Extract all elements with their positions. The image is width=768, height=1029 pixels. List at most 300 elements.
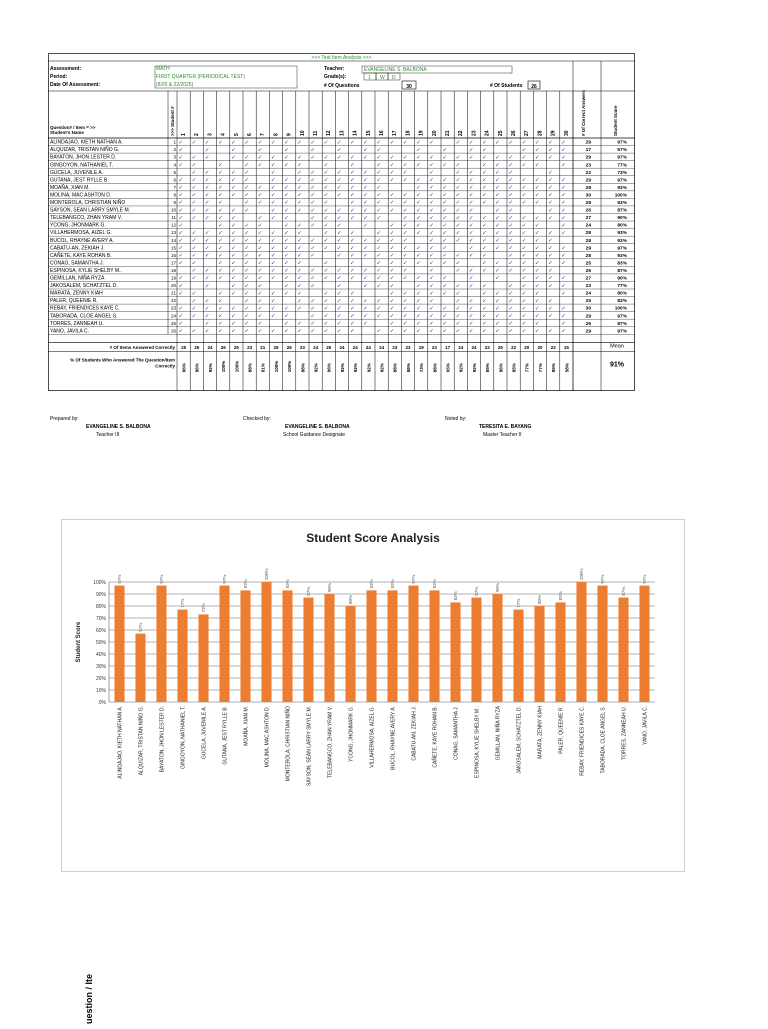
item-correct-count: 17 xyxy=(445,344,451,350)
check-mark: ✓ xyxy=(284,177,289,184)
check-mark: ✓ xyxy=(376,215,382,222)
check-mark: ✓ xyxy=(270,245,276,252)
check-mark: ✓ xyxy=(429,139,434,146)
check-mark: ✓ xyxy=(231,245,236,252)
check-mark: ✓ xyxy=(257,328,263,335)
check-mark: ✓ xyxy=(310,147,316,154)
check-mark: ✓ xyxy=(297,230,302,237)
check-mark: ✓ xyxy=(389,313,395,320)
date-label: Date Of Assessment: xyxy=(50,82,101,88)
prepared-title: Teacher III xyxy=(96,432,120,438)
check-mark: ✓ xyxy=(508,222,514,229)
bar-data-label: 90% xyxy=(327,582,332,592)
noted-title: Master Teacher II xyxy=(483,432,522,438)
check-mark: ✓ xyxy=(323,215,329,222)
check-mark: ✓ xyxy=(548,230,553,237)
check-mark: ✓ xyxy=(429,192,434,199)
check-mark: ✓ xyxy=(218,305,223,312)
check-mark: ✓ xyxy=(389,139,395,146)
correct-count: 29 xyxy=(585,178,591,184)
check-mark: ✓ xyxy=(521,177,527,184)
check-mark: ✓ xyxy=(548,268,553,275)
correct-count: 29 xyxy=(585,314,591,320)
check-mark: ✓ xyxy=(402,328,408,335)
check-mark: ✓ xyxy=(323,313,329,320)
check-mark: ✓ xyxy=(455,253,461,260)
x-category-label: GUTANA, JEST RYLLE B. xyxy=(222,706,229,765)
check-mark: ✓ xyxy=(429,177,434,184)
check-mark: ✓ xyxy=(284,313,289,320)
x-category-label: JAKOSALEM, SCHATZTEL D. xyxy=(516,706,523,774)
check-mark: ✓ xyxy=(548,328,553,335)
check-mark: ✓ xyxy=(521,321,527,327)
check-mark: ✓ xyxy=(442,185,448,192)
x-category-label: ESPINOSA, KYLIE SHELBY M.. xyxy=(474,706,481,778)
check-mark: ✓ xyxy=(297,237,302,244)
check-mark: ✓ xyxy=(270,305,276,312)
question-number: 21 xyxy=(445,130,451,136)
item-percent: 77% xyxy=(537,363,543,373)
check-mark: ✓ xyxy=(416,139,421,146)
student-number: 2 xyxy=(173,147,176,153)
item-percent: 92% xyxy=(339,363,345,373)
check-mark: ✓ xyxy=(363,245,368,252)
check-mark: ✓ xyxy=(376,305,382,312)
x-category-label: TABORADA, CLOE ANGEL S. xyxy=(600,706,607,774)
check-mark: ✓ xyxy=(231,313,236,320)
check-mark: ✓ xyxy=(376,162,382,169)
check-mark: ✓ xyxy=(191,162,197,169)
check-mark: ✓ xyxy=(455,139,461,146)
check-mark: ✓ xyxy=(468,222,474,229)
check-mark: ✓ xyxy=(231,268,236,275)
check-mark: ✓ xyxy=(561,245,566,252)
check-mark: ✓ xyxy=(402,200,408,207)
check-mark: ✓ xyxy=(376,260,382,267)
check-mark: ✓ xyxy=(548,237,553,244)
assessment-label: Assessment: xyxy=(50,66,82,72)
student-score: 77% xyxy=(617,163,627,169)
item-percent: 65% xyxy=(445,363,451,373)
check-mark: ✓ xyxy=(561,207,566,214)
check-mark: ✓ xyxy=(257,245,263,252)
check-mark: ✓ xyxy=(350,313,355,320)
student-score: 97% xyxy=(617,246,627,252)
students-label: # Of Students xyxy=(490,83,523,89)
student-score: 80% xyxy=(617,223,627,229)
student-name: MOLINA, MAC ASHTON D. xyxy=(50,192,112,199)
bar xyxy=(198,614,208,702)
check-mark: ✓ xyxy=(231,222,236,229)
check-mark: ✓ xyxy=(231,207,236,214)
check-mark: ✓ xyxy=(442,192,448,199)
bar-data-label: 93% xyxy=(285,579,290,589)
check-mark: ✓ xyxy=(455,237,461,244)
student-score: 77% xyxy=(617,284,627,290)
check-mark: ✓ xyxy=(257,147,263,154)
check-mark: ✓ xyxy=(468,200,474,207)
pct-label-line1: % Of Students Who Answered The Question/Item xyxy=(70,357,175,363)
question-number: 17 xyxy=(392,130,399,136)
mean-value: 91% xyxy=(609,361,625,369)
check-mark: ✓ xyxy=(363,321,368,327)
check-mark: ✓ xyxy=(482,215,487,222)
check-mark: ✓ xyxy=(218,328,223,335)
check-mark: ✓ xyxy=(521,253,527,260)
check-mark: ✓ xyxy=(389,222,395,229)
check-mark: ✓ xyxy=(429,170,434,176)
check-mark: ✓ xyxy=(442,215,448,222)
check-mark: ✓ xyxy=(495,328,500,335)
check-mark: ✓ xyxy=(442,162,448,169)
check-mark: ✓ xyxy=(416,162,421,169)
check-mark: ✓ xyxy=(548,215,553,222)
x-category-label: YANO, JAVILA C. xyxy=(642,706,649,745)
check-mark: ✓ xyxy=(534,139,540,146)
check-mark: ✓ xyxy=(376,237,382,244)
check-mark: ✓ xyxy=(178,283,184,290)
bar-data-label: 97% xyxy=(411,574,416,584)
bar-data-label: 90% xyxy=(495,582,500,592)
check-mark: ✓ xyxy=(323,139,329,146)
date-value: (8/20 & 22/2025) xyxy=(156,82,194,88)
check-mark: ✓ xyxy=(495,162,500,169)
check-mark: ✓ xyxy=(336,275,342,282)
check-mark: ✓ xyxy=(244,328,250,335)
check-mark: ✓ xyxy=(416,328,421,335)
check-mark: ✓ xyxy=(495,185,500,192)
check-mark: ✓ xyxy=(231,321,236,327)
correct-count: 22 xyxy=(585,170,591,176)
check-mark: ✓ xyxy=(323,275,329,282)
check-mark: ✓ xyxy=(508,230,514,237)
y-tick-label: 70% xyxy=(95,616,106,622)
question-number: 4 xyxy=(220,133,227,136)
check-mark: ✓ xyxy=(231,230,236,237)
check-mark: ✓ xyxy=(297,298,302,305)
check-mark: ✓ xyxy=(521,298,527,305)
check-mark: ✓ xyxy=(482,177,487,184)
check-mark: ✓ xyxy=(218,139,223,146)
bar-data-label: 73% xyxy=(201,603,206,613)
check-mark: ✓ xyxy=(191,185,197,192)
check-mark: ✓ xyxy=(442,321,448,327)
check-mark: ✓ xyxy=(521,185,527,192)
check-mark: ✓ xyxy=(534,260,540,267)
check-mark: ✓ xyxy=(561,147,566,154)
student-name: CABATU-AN, ZEKIAH J. xyxy=(50,245,105,252)
correct-count: 24 xyxy=(585,223,591,229)
check-mark: ✓ xyxy=(508,177,514,184)
check-mark: ✓ xyxy=(231,147,236,154)
check-mark: ✓ xyxy=(455,192,461,199)
check-mark: ✓ xyxy=(231,275,236,282)
check-mark: ✓ xyxy=(429,185,434,192)
correct-count: 24 xyxy=(585,291,591,297)
item-percent: 58% xyxy=(564,363,570,373)
question-number: 18 xyxy=(405,130,412,136)
check-mark: ✓ xyxy=(270,268,276,275)
question-number: 29 xyxy=(550,130,557,136)
check-mark: ✓ xyxy=(534,275,540,282)
check-mark: ✓ xyxy=(442,328,448,335)
check-mark: ✓ xyxy=(323,162,329,169)
check-mark: ✓ xyxy=(429,230,434,237)
student-name: PALER, QUEENIE R. xyxy=(50,298,98,305)
question-number: 12 xyxy=(326,130,333,136)
check-mark: ✓ xyxy=(495,313,500,320)
item-percent: 92% xyxy=(207,363,213,373)
check-mark: ✓ xyxy=(561,328,566,335)
check-mark: ✓ xyxy=(310,298,316,305)
check-mark: ✓ xyxy=(534,230,540,237)
check-mark: ✓ xyxy=(429,222,434,229)
item-percent: 92% xyxy=(353,363,359,373)
check-mark: ✓ xyxy=(534,283,540,290)
question-number: 28 xyxy=(537,130,544,136)
check-mark: ✓ xyxy=(350,207,355,214)
check-mark: ✓ xyxy=(402,260,408,267)
check-mark: ✓ xyxy=(270,253,276,260)
student-number: 18 xyxy=(170,267,176,273)
check-mark: ✓ xyxy=(231,328,236,335)
mean-label: Mean xyxy=(610,343,624,350)
check-mark: ✓ xyxy=(297,177,302,184)
check-mark: ✓ xyxy=(455,177,461,184)
student-score: 97% xyxy=(617,314,627,320)
check-mark: ✓ xyxy=(270,260,276,267)
check-mark: ✓ xyxy=(178,321,184,327)
check-mark: ✓ xyxy=(244,305,250,312)
check-mark: ✓ xyxy=(244,139,250,146)
check-mark: ✓ xyxy=(297,328,302,335)
check-mark: ✓ xyxy=(482,154,487,161)
student-score: 90% xyxy=(617,276,627,282)
bar xyxy=(429,590,439,702)
check-mark: ✓ xyxy=(534,237,540,244)
student-score: 90% xyxy=(617,216,627,222)
check-mark: ✓ xyxy=(191,192,197,199)
bar-data-label: 93% xyxy=(243,579,248,589)
check-mark: ✓ xyxy=(204,139,210,146)
student-score: 87% xyxy=(617,321,627,327)
check-mark: ✓ xyxy=(310,237,316,244)
bar-data-label: 80% xyxy=(537,594,542,604)
check-mark: ✓ xyxy=(270,154,276,161)
check-mark: ✓ xyxy=(323,298,329,305)
check-mark: ✓ xyxy=(336,328,342,335)
check-mark: ✓ xyxy=(482,245,487,252)
check-mark: ✓ xyxy=(429,328,434,335)
check-mark: ✓ xyxy=(521,283,527,290)
student-number: 10 xyxy=(170,207,176,213)
check-mark: ✓ xyxy=(363,275,368,282)
item-correct-count: 24 xyxy=(458,344,464,350)
check-mark: ✓ xyxy=(244,298,250,305)
check-mark: ✓ xyxy=(204,321,210,327)
check-mark: ✓ xyxy=(442,147,448,154)
check-mark: ✓ xyxy=(548,185,553,192)
check-mark: ✓ xyxy=(402,290,408,297)
y-tick-label: 90% xyxy=(95,592,106,598)
check-mark: ✓ xyxy=(508,305,514,312)
check-mark: ✓ xyxy=(244,283,250,290)
check-mark: ✓ xyxy=(336,170,342,176)
sheet-title: >>> Test Item Analysis <<< xyxy=(311,55,372,61)
check-mark: ✓ xyxy=(508,162,514,169)
student-name: YCONG, JHONMARK G. xyxy=(50,222,106,229)
check-mark: ✓ xyxy=(191,253,197,260)
check-mark: ✓ xyxy=(495,237,500,244)
check-mark: ✓ xyxy=(402,215,408,222)
check-mark: ✓ xyxy=(482,313,487,320)
student-name: REBAY, FRIENDICES KAYE C. xyxy=(50,305,120,312)
check-mark: ✓ xyxy=(402,313,408,320)
check-mark: ✓ xyxy=(389,237,395,244)
check-mark: ✓ xyxy=(178,290,184,297)
check-mark: ✓ xyxy=(429,154,434,161)
check-mark: ✓ xyxy=(257,230,263,237)
check-mark: ✓ xyxy=(521,245,527,252)
check-mark: ✓ xyxy=(534,290,540,297)
check-mark: ✓ xyxy=(204,298,210,305)
check-mark: ✓ xyxy=(429,215,434,222)
x-category-label: MARATA, ZENNY KIAH xyxy=(537,706,544,759)
check-mark: ✓ xyxy=(389,207,395,214)
student-number: 4 xyxy=(173,162,176,168)
check-mark: ✓ xyxy=(468,328,474,335)
correct-count: 25 xyxy=(585,299,591,305)
check-mark: ✓ xyxy=(389,283,395,290)
bar-data-label: 97% xyxy=(642,574,647,584)
x-category-label: SAYSON, SEAN LARRY SMYLE M. xyxy=(306,706,313,787)
chart-title: Student Score Analysis xyxy=(306,531,440,545)
check-mark: ✓ xyxy=(482,283,487,290)
student-number: 14 xyxy=(170,237,176,243)
check-mark: ✓ xyxy=(257,275,263,282)
student-score: 93% xyxy=(617,185,627,191)
check-mark: ✓ xyxy=(244,260,250,267)
x-category-label: CAÑETE, KAYE ROHAN B. xyxy=(432,706,439,768)
y-tick-label: 20% xyxy=(95,676,106,682)
check-mark: ✓ xyxy=(244,222,250,229)
check-mark: ✓ xyxy=(389,253,395,260)
check-mark: ✓ xyxy=(548,139,553,146)
check-mark: ✓ xyxy=(429,305,434,312)
check-mark: ✓ xyxy=(310,313,316,320)
check-mark: ✓ xyxy=(402,245,408,252)
bar xyxy=(114,586,124,702)
check-mark: ✓ xyxy=(350,328,355,335)
check-mark: ✓ xyxy=(455,283,461,290)
check-mark: ✓ xyxy=(482,290,487,297)
check-mark: ✓ xyxy=(468,305,474,312)
item-correct-count: 20 xyxy=(537,344,543,350)
check-mark: ✓ xyxy=(482,230,487,237)
x-category-label: MOLINA, MAC ASHTON D. xyxy=(264,706,271,768)
check-mark: ✓ xyxy=(376,192,382,199)
check-mark: ✓ xyxy=(257,139,263,146)
check-mark: ✓ xyxy=(336,298,342,305)
item-correct-count: 22 xyxy=(484,344,490,350)
check-mark: ✓ xyxy=(336,290,342,297)
check-mark: ✓ xyxy=(284,154,289,161)
check-mark: ✓ xyxy=(244,177,250,184)
check-mark: ✓ xyxy=(336,230,342,237)
check-mark: ✓ xyxy=(482,260,487,267)
student-name: TELEBANGCO, ZHAN YRAM V. xyxy=(50,215,122,222)
students-value: 26 xyxy=(531,84,537,90)
check-mark: ✓ xyxy=(455,162,461,169)
student-number: 25 xyxy=(170,320,176,326)
correct-answers-header: # Of Correct Answers xyxy=(581,90,586,136)
check-mark: ✓ xyxy=(218,245,223,252)
check-mark: ✓ xyxy=(284,268,289,275)
item-correct-count: 24 xyxy=(471,344,477,350)
check-mark: ✓ xyxy=(336,154,342,161)
correct-count: 29 xyxy=(585,246,591,252)
grade-value: 1 xyxy=(368,75,371,81)
check-mark: ✓ xyxy=(376,185,382,192)
item-correct-count: 25 xyxy=(181,344,187,350)
check-mark: ✓ xyxy=(455,215,461,222)
check-mark: ✓ xyxy=(548,207,553,214)
item-percent: 92% xyxy=(313,363,319,373)
check-mark: ✓ xyxy=(336,177,342,184)
student-score: 97% xyxy=(617,155,627,161)
check-mark: ✓ xyxy=(270,290,276,297)
check-mark: ✓ xyxy=(363,192,368,199)
check-mark: ✓ xyxy=(534,253,540,260)
check-mark: ✓ xyxy=(257,200,263,207)
item-correct-count: 19 xyxy=(418,344,424,350)
item-analysis-sheet xyxy=(48,53,635,391)
bar xyxy=(555,602,565,702)
x-category-label: CABATU-AN, ZEKIAH J. xyxy=(411,706,418,761)
checked-name: EVANGELINE S. BALBONA xyxy=(285,424,350,430)
check-mark: ✓ xyxy=(218,162,223,169)
check-mark: ✓ xyxy=(310,275,316,282)
question-number: 22 xyxy=(458,130,465,136)
check-mark: ✓ xyxy=(350,162,355,169)
check-mark: ✓ xyxy=(521,328,527,335)
check-mark: ✓ xyxy=(429,253,434,260)
check-mark: ✓ xyxy=(270,230,276,237)
check-mark: ✓ xyxy=(416,200,421,207)
check-mark: ✓ xyxy=(204,283,210,290)
correct-count: 29 xyxy=(585,140,591,146)
check-mark: ✓ xyxy=(350,192,355,199)
check-mark: ✓ xyxy=(468,215,474,222)
check-mark: ✓ xyxy=(297,321,302,327)
check-mark: ✓ xyxy=(548,170,553,176)
item-percent: 96% xyxy=(326,363,332,373)
check-mark: ✓ xyxy=(284,215,289,222)
check-mark: ✓ xyxy=(521,215,527,222)
check-mark: ✓ xyxy=(508,268,514,275)
question-number: 19 xyxy=(418,130,425,136)
student-number: 21 xyxy=(170,290,176,296)
student-name: MARATA, ZENNY KIAH xyxy=(50,290,103,297)
check-mark: ✓ xyxy=(204,305,210,312)
bar-data-label: 100% xyxy=(264,568,269,580)
item-percent: 88% xyxy=(392,363,398,373)
check-mark: ✓ xyxy=(323,185,329,192)
check-mark: ✓ xyxy=(534,215,540,222)
check-mark: ✓ xyxy=(310,192,316,199)
item-correct-count: 23 xyxy=(392,344,398,350)
grade-label: Grade(s): xyxy=(324,74,347,80)
